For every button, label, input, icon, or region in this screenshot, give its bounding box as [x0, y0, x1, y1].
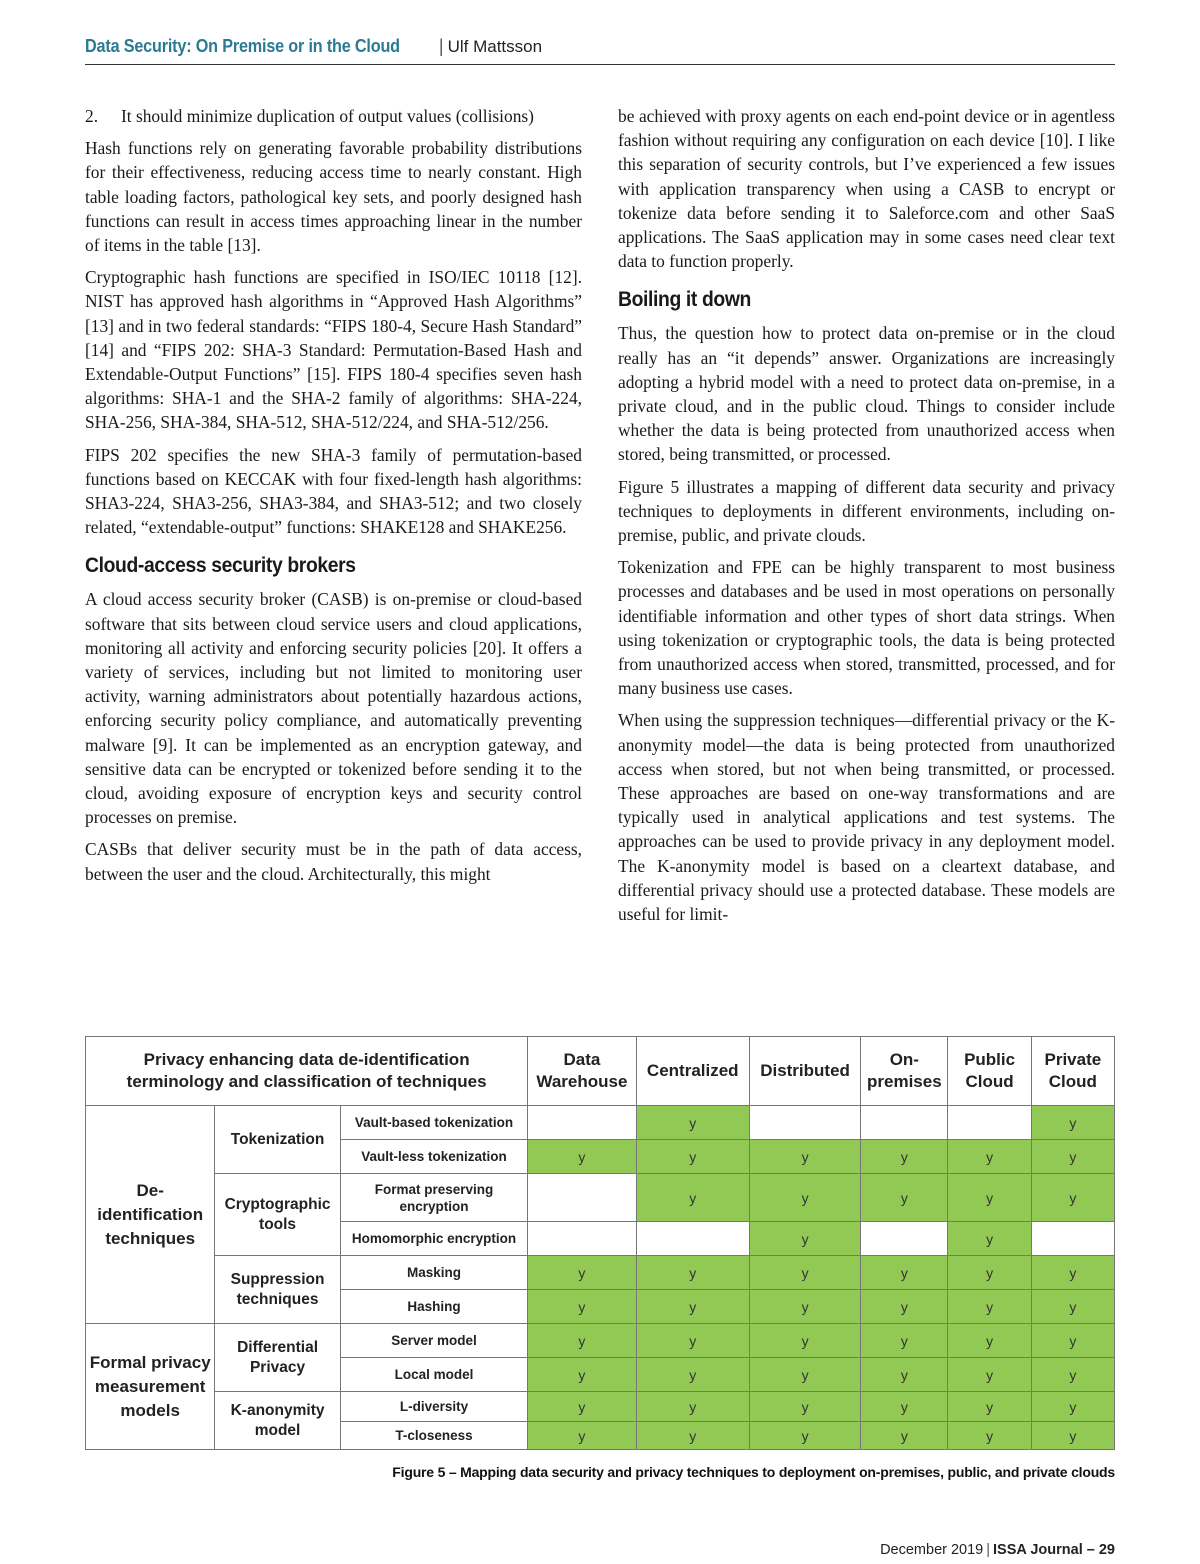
supported-cell: y	[528, 1392, 636, 1422]
page-footer	[880, 1542, 1115, 1558]
supported-cell: y	[861, 1422, 948, 1450]
section-heading: Boiling it down	[618, 288, 751, 312]
corner-header: Privacy enhancing data de-identification terminology and classification of techniques	[86, 1037, 528, 1106]
issue-date: December 2019	[880, 1542, 984, 1558]
subgroup-label: Tokenization	[215, 1106, 340, 1174]
empty-cell	[749, 1106, 860, 1140]
supported-cell: y	[528, 1140, 636, 1174]
supported-cell: y	[1031, 1392, 1114, 1422]
table-body	[86, 1106, 1115, 1450]
left-column	[85, 104, 582, 894]
supported-cell: y	[1031, 1174, 1114, 1222]
supported-cell: y	[636, 1324, 749, 1358]
supported-cell: y	[861, 1324, 948, 1358]
supported-cell: y	[861, 1174, 948, 1222]
technique-label: T-closeness	[340, 1422, 528, 1450]
empty-cell	[528, 1106, 636, 1140]
supported-cell: y	[1031, 1358, 1114, 1392]
supported-cell: y	[636, 1256, 749, 1290]
supported-cell: y	[749, 1140, 860, 1174]
subgroup-label: Cryptographic tools	[215, 1174, 340, 1256]
empty-cell	[528, 1174, 636, 1222]
empty-cell	[948, 1106, 1031, 1140]
technique-label: Vault-based tokenization	[340, 1106, 528, 1140]
section-heading: Cloud-access security brokers	[85, 554, 356, 578]
paragraph: Hash functions rely on generating favorable probability distributions for their effectiveness, reducing access time to nearly constant. High table loading factors, pathological key sets, and poorly designed hash functions can result in access times approaching linear in the number of items in the table [13].	[85, 138, 582, 256]
supported-cell: y	[1031, 1106, 1114, 1140]
technique-label: Masking	[340, 1256, 528, 1290]
supported-cell: y	[861, 1256, 948, 1290]
table-row	[86, 1174, 1115, 1222]
supported-cell: y	[528, 1324, 636, 1358]
supported-cell: y	[636, 1290, 749, 1324]
paragraph: Figure 5 illustrates a mapping of different data security and privacy techniques to deployments in different environments, including on-premise, public, and private clouds.	[618, 476, 1115, 546]
supported-cell: y	[948, 1174, 1031, 1222]
journal-page: ISSA Journal – 29	[993, 1542, 1115, 1558]
supported-cell: y	[636, 1358, 749, 1392]
paragraph: When using the suppression techniques—differential privacy or the K-anonymity model—the data is being protected from unauthorized access when stored, but not when being transmitted, or processed. These approaches are based on one-way transformations and are typically used in analytical applications and test systems. The approaches can be used to provide privacy in any deployment model. The K-anonymity model is based on a cleartext database, and differential privacy should use a protected database. These models are useful for limit-	[618, 710, 1115, 925]
supported-cell: y	[948, 1222, 1031, 1256]
supported-cell: y	[636, 1106, 749, 1140]
empty-cell	[861, 1106, 948, 1140]
figure-caption: Figure 5 – Mapping data security and privacy techniques to deployment on-premises, public, and private clouds	[392, 1464, 1115, 1480]
supported-cell: y	[1031, 1290, 1114, 1324]
supported-cell: y	[948, 1358, 1031, 1392]
supported-cell: y	[861, 1140, 948, 1174]
table-row	[86, 1392, 1115, 1422]
table-header-row	[86, 1037, 1115, 1106]
technique-label: Vault-less tokenization	[340, 1140, 528, 1174]
supported-cell: y	[948, 1392, 1031, 1422]
supported-cell: y	[948, 1140, 1031, 1174]
technique-label: Format preserving encryption	[340, 1174, 528, 1222]
supported-cell: y	[528, 1290, 636, 1324]
technique-label: Hashing	[340, 1290, 528, 1324]
numbered-list-item	[85, 104, 582, 128]
supported-cell: y	[861, 1392, 948, 1422]
supported-cell: y	[528, 1422, 636, 1450]
subgroup-label: K-anonymity model	[215, 1392, 340, 1450]
article-title: Data Security: On Premise or in the Cloud	[85, 36, 400, 56]
privacy-techniques-table	[85, 1036, 1115, 1450]
supported-cell: y	[749, 1422, 860, 1450]
supported-cell: y	[948, 1324, 1031, 1358]
supported-cell: y	[749, 1256, 860, 1290]
group-label: Formal privacy measurement models	[86, 1324, 215, 1450]
supported-cell: y	[636, 1422, 749, 1450]
supported-cell: y	[1031, 1140, 1114, 1174]
column-header: Centralized	[636, 1037, 749, 1106]
table-row	[86, 1106, 1115, 1140]
empty-cell	[636, 1222, 749, 1256]
supported-cell: y	[636, 1392, 749, 1422]
figure-5	[85, 1036, 1115, 1480]
technique-label: Server model	[340, 1324, 528, 1358]
supported-cell: y	[749, 1324, 860, 1358]
supported-cell: y	[861, 1358, 948, 1392]
header-separator: |	[438, 36, 444, 56]
technique-label: Local model	[340, 1358, 528, 1392]
supported-cell: y	[636, 1140, 749, 1174]
supported-cell: y	[1031, 1422, 1114, 1450]
list-number: 2.	[85, 106, 99, 126]
author-name: Ulf Mattsson	[447, 37, 543, 56]
supported-cell: y	[948, 1422, 1031, 1450]
running-header	[85, 32, 1115, 65]
group-label: De-identification techniques	[86, 1106, 215, 1324]
column-header: Data Warehouse	[528, 1037, 636, 1106]
column-header: On-premises	[861, 1037, 948, 1106]
paragraph: be achieved with proxy agents on each end-point device or in agentless fashion without requiring any configuration on each device [10]. I like this separation of security controls, but I’ve experienced a few issues with application transparency when using a CASB to encrypt or tokenize data before sending it to Saleforce.com and other SaaS applications. The SaaS application may in some cases need clear text data to function properly.	[618, 106, 1115, 272]
column-header: Private Cloud	[1031, 1037, 1114, 1106]
paragraph: CASBs that deliver security must be in the path of data access, between the user and the cloud. Architecturally, this might	[85, 839, 582, 884]
supported-cell: y	[1031, 1256, 1114, 1290]
table-row	[86, 1256, 1115, 1290]
paragraph: Cryptographic hash functions are specified in ISO/IEC 10118 [12]. NIST has approved hash algorithms in “Approved Hash Algorithms” [13] and in two federal standards: “FIPS 180-4, Secure Hash Standard” [14] and “FIPS 202: SHA-3 Standard: Permutation-Based Hash and Extendable-Output Functions” [15]. FIPS 180-4 specifies seven hash algorithms: SHA-1 and the SHA-2 family of algorithms: SHA-224, SHA-256, SHA-384, SHA-512, SHA-512/224, and SHA-512/256.	[85, 267, 582, 433]
supported-cell: y	[528, 1358, 636, 1392]
supported-cell: y	[948, 1290, 1031, 1324]
subgroup-label: Suppression techniques	[215, 1256, 340, 1324]
supported-cell: y	[749, 1392, 860, 1422]
supported-cell: y	[749, 1358, 860, 1392]
footer-separator: |	[986, 1542, 991, 1558]
supported-cell: y	[749, 1174, 860, 1222]
empty-cell	[528, 1222, 636, 1256]
supported-cell: y	[861, 1290, 948, 1324]
right-column	[618, 104, 1115, 934]
table-row	[86, 1324, 1115, 1358]
supported-cell: y	[636, 1174, 749, 1222]
column-header: Public Cloud	[948, 1037, 1031, 1106]
supported-cell: y	[948, 1256, 1031, 1290]
paragraph: A cloud access security broker (CASB) is on-premise or cloud-based software that sits between cloud service users and cloud applications, monitoring all activity and enforcing security policies [20]. It offers a variety of services, including but not limited to monitoring user activity, warning administrators about potentially hazardous actions, enforcing security policy compliance, and automatically preventing malware [9]. It can be implemented as an encryption gateway, and sensitive data can be encrypted or tokenized before sending it to the cloud, avoiding exposure of encryption keys and security control processes on premise.	[85, 589, 582, 828]
paragraph: Thus, the question how to protect data on-premise or in the cloud really has an “it depends” answer. Organizations are increasingly adopting a hybrid model with a need to protect data on-premise, in a private cloud, and in the public cloud. Things to consider include whether the data is being protected from unauthorized access when stored, being transmitted, or processed.	[618, 323, 1115, 465]
technique-label: Homomorphic encryption	[340, 1222, 528, 1256]
column-header: Distributed	[749, 1037, 860, 1106]
subgroup-label: Differential Privacy	[215, 1324, 340, 1392]
supported-cell: y	[1031, 1324, 1114, 1358]
empty-cell	[1031, 1222, 1114, 1256]
paragraph: FIPS 202 specifies the new SHA-3 family of permutation-based functions based on KECCAK with four fixed-length hash algorithms: SHA3-224, SHA3-256, SHA3-384, and SHA3-512; and two closely related, “extendable-output” functions: SHAKE128 and SHAKE256.	[85, 444, 582, 538]
technique-label: L-diversity	[340, 1392, 528, 1422]
supported-cell: y	[749, 1222, 860, 1256]
list-text: It should minimize duplication of output values (collisions)	[121, 106, 534, 126]
supported-cell: y	[528, 1256, 636, 1290]
supported-cell: y	[749, 1290, 860, 1324]
empty-cell	[861, 1222, 948, 1256]
paragraph: Tokenization and FPE can be highly transparent to most business processes and databases and be used in most operations on personally identifiable information and other types of short data strings. When using tokenization or cryptographic tools, the data is being protected from unauthorized access when stored, transmitted, processed, and for many business use cases.	[618, 557, 1115, 699]
